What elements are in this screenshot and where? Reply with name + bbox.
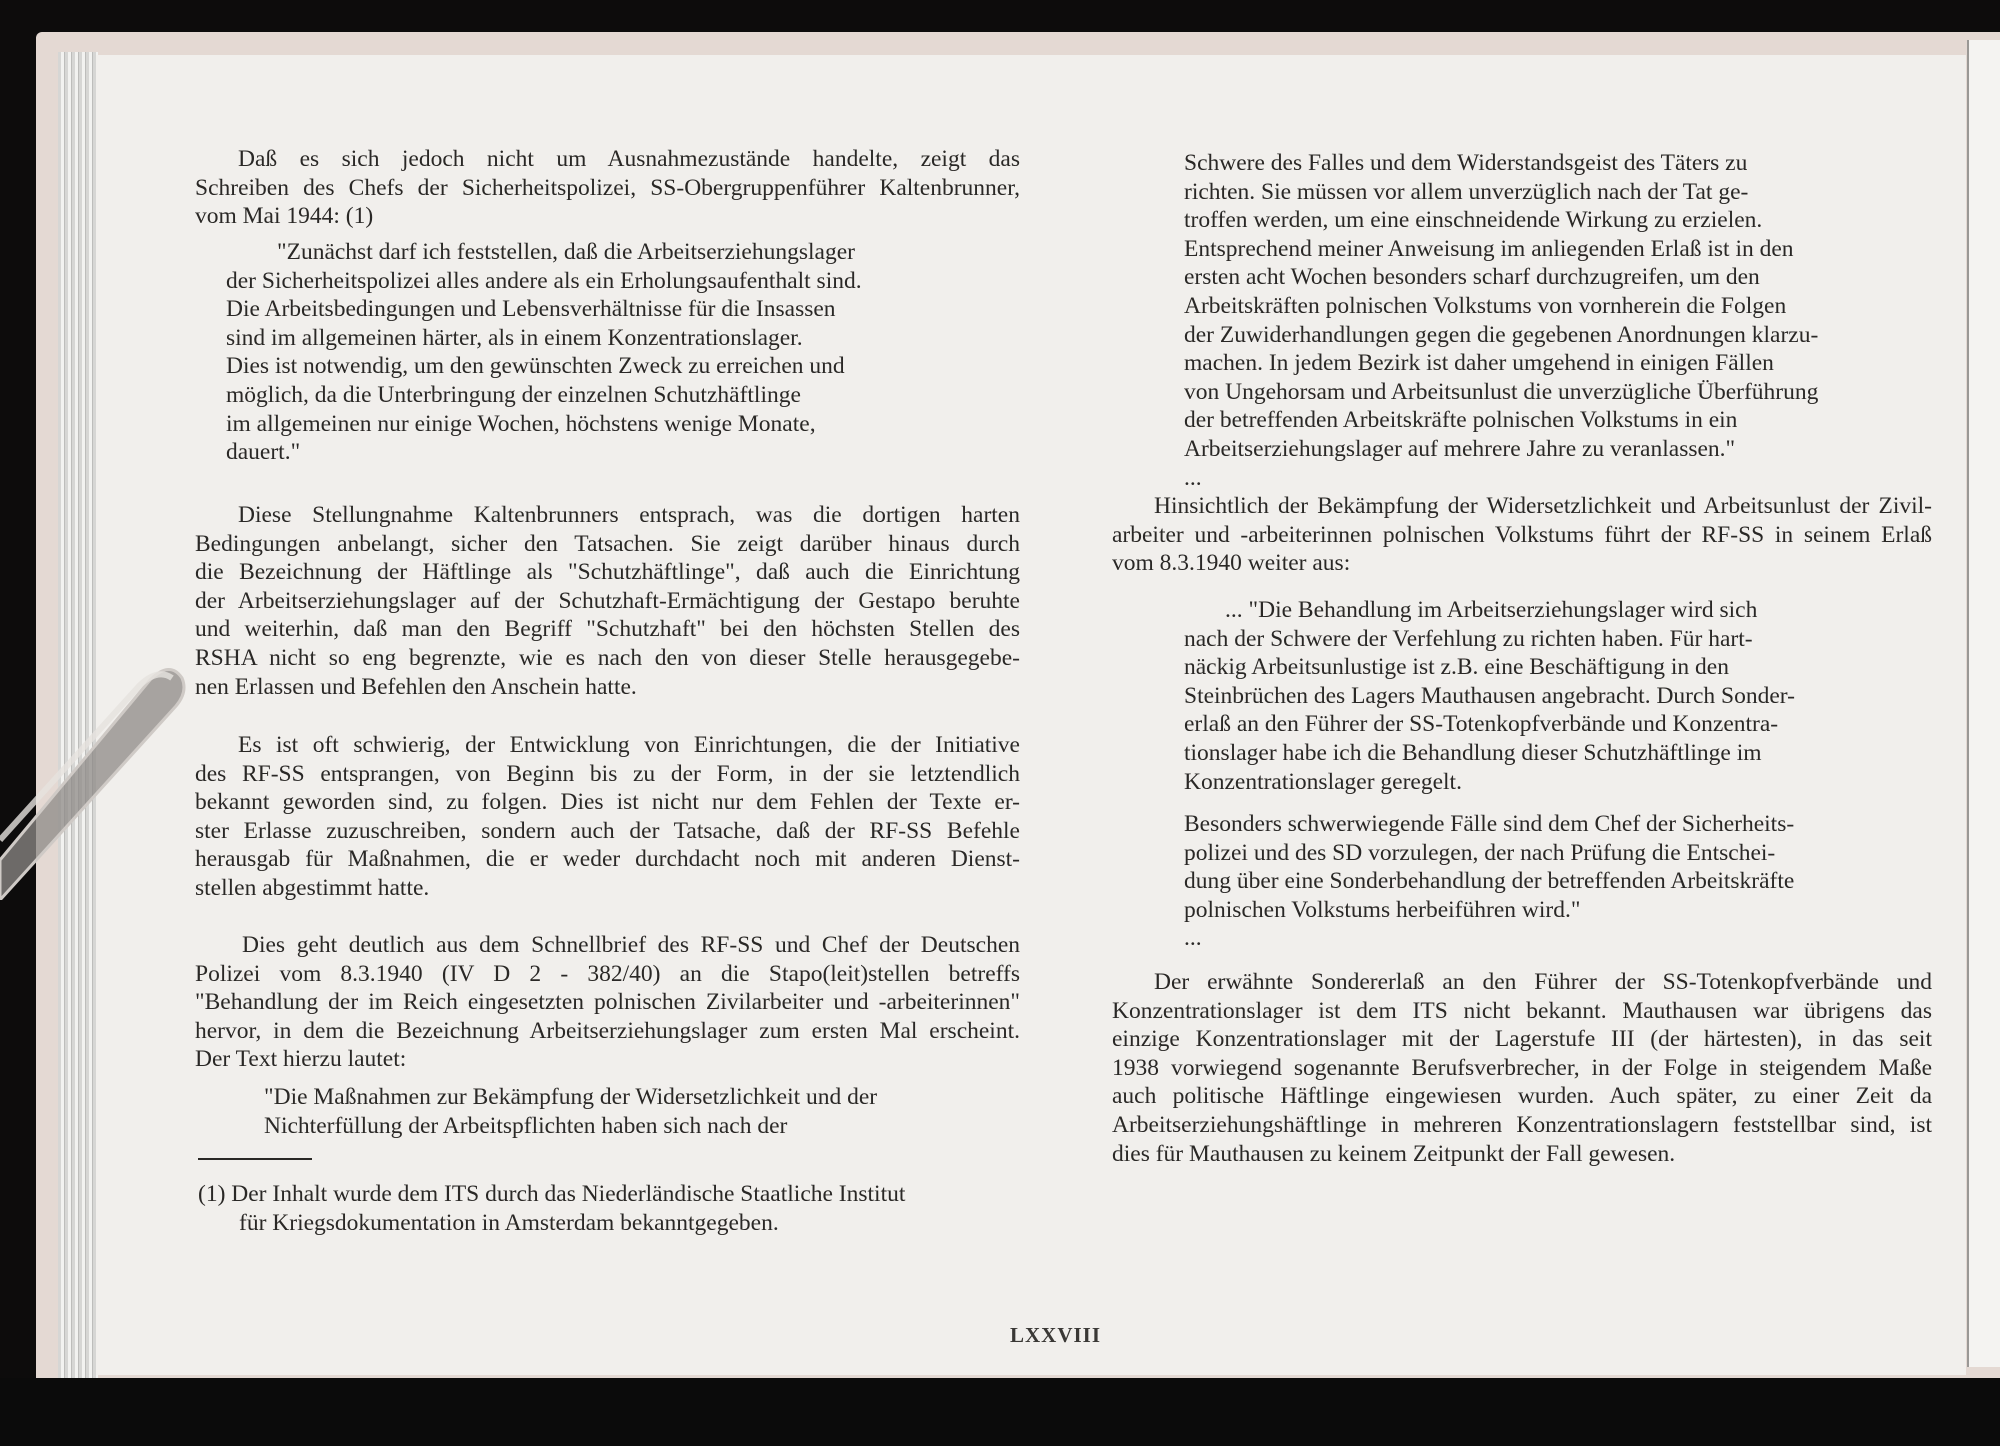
text-line: Die Arbeitsbedingungen und Lebensverhältnisse für die Insassen xyxy=(226,296,836,323)
text-line: polnischen Volkstums herbeiführen wird." xyxy=(1184,896,1581,923)
text-line: Daß es sich jedoch nicht um Ausnahmezustände handelte, zeigt das xyxy=(238,146,1020,172)
text-line: die Bezeichnung der Häftlinge als "Schutzhäftlinge", daß auch die Einrichtung xyxy=(195,559,1020,586)
text-line: des RF-SS entsprangen, von Beginn bis zu der Form, in der sie letztendlich xyxy=(195,760,1020,787)
text-line: nen Erlassen und Befehlen den Anschein hatte. xyxy=(195,673,637,700)
text-line: erlaß an den Führer der SS-Totenkopfverbände und Konzentra- xyxy=(1184,711,1779,738)
text-line: auch politische Häftlinge eingewiesen wurden. Auch später, zu einer Zeit da xyxy=(1112,1083,1932,1110)
text-line: Dies geht deutlich aus dem Schnellbrief des RF-SS und Chef der Deutschen xyxy=(242,932,1020,958)
text-line: stellen abgestimmt hatte. xyxy=(195,874,430,901)
footnote-rule xyxy=(198,1158,312,1160)
text-line: tionslager habe ich die Behandlung dieser Schutzhäftlinge im xyxy=(1184,739,1762,766)
text-line: vom 8.3.1940 weiter aus: xyxy=(1112,550,1351,577)
text-line: Diese Stellungnahme Kaltenbrunners entsprach, was die dortigen harten xyxy=(238,502,1020,528)
text-line: Konzentrationslager geregelt. xyxy=(1184,768,1462,795)
text-line: Besonders schwerwiegende Fälle sind dem Chef der Sicherheits- xyxy=(1184,811,1795,837)
background-bottom xyxy=(0,1378,2000,1446)
left-page-paragraph xyxy=(226,238,1006,467)
text-line: im allgemeinen nur einige Wochen, höchstens wenige Monate, xyxy=(226,410,816,437)
text-line: der Arbeitserziehungslager auf der Schutzhaft-Ermächtigung der Gestapo beruhte xyxy=(195,587,1020,614)
text-line: der betreffenden Arbeitskräfte polnischen Volkstums in ein xyxy=(1184,407,1738,434)
text-line: arbeiter und -arbeiterinnen polnischen Volkstums führt der RF-SS in seinem Erlaß xyxy=(1112,521,1932,548)
right-page-paragraph xyxy=(1112,968,1932,1168)
text-line: und weiterhin, daß man den Begriff "Schutzhaft" bei den höchsten Stellen des xyxy=(195,616,1020,643)
text-line: RSHA nicht so eng begrenzte, wie es nach den von dieser Stelle herausgegebe- xyxy=(195,644,1020,671)
left-page-paragraph xyxy=(195,731,1020,903)
plastic-clip xyxy=(0,640,200,900)
right-page-paragraph xyxy=(1112,492,1932,578)
text-line: "Die Maßnahmen zur Bekämpfung der Widersetzlichkeit und der xyxy=(264,1084,878,1110)
text-line: Es ist oft schwierig, der Entwicklung von Einrichtungen, die der Initiative xyxy=(238,732,1020,758)
text-line: ... xyxy=(1184,464,1202,491)
left-page-paragraph xyxy=(198,1180,1018,1237)
left-page-paragraph xyxy=(264,1083,984,1140)
text-line: Schreiben des Chefs der Sicherheitspolizei, SS-Obergruppenführer Kaltenbrunner, xyxy=(195,174,1020,201)
right-page-paragraph xyxy=(1184,810,1904,953)
text-line: "Behandlung der im Reich eingesetzten polnischen Zivilarbeiter und -arbeiterinnen" xyxy=(195,989,1020,1016)
text-line: Dies ist notwendig, um den gewünschten Zweck zu erreichen und xyxy=(226,353,845,380)
text-line: 1938 vorwiegend sogenannte Berufsverbrecher, in der Folge in steigendem Maße xyxy=(1112,1054,1932,1081)
text-line: Konzentrationslager ist dem ITS nicht bekannt. Mauthausen war übrigens das xyxy=(1112,997,1932,1024)
text-line: Steinbrüchen des Lagers Mauthausen angebracht. Durch Sonder- xyxy=(1184,682,1795,709)
text-line: (1) Der Inhalt wurde dem ITS durch das Niederländische Staatliche Institut xyxy=(198,1181,906,1207)
text-line: richten. Sie müssen vor allem unverzüglich nach der Tat ge- xyxy=(1184,178,1749,205)
text-line: Arbeitserziehungslager auf mehrere Jahre zu veranlassen." xyxy=(1184,435,1736,462)
text-line: herausgab für Maßnahmen, die er weder durchdacht noch mit anderen Dienst- xyxy=(195,846,1020,873)
text-line: Arbeitserziehungshäftlinge in mehreren Konzentrationslagern feststellbar sind, ist xyxy=(1112,1111,1932,1138)
right-page-paragraph xyxy=(1184,596,1904,796)
text-line: Nichterfüllung der Arbeitspflichten haben sich nach der xyxy=(264,1112,788,1139)
text-line: ersten acht Wochen besonders scharf durchzugreifen, um den xyxy=(1184,264,1760,291)
text-line: dauert." xyxy=(226,439,301,466)
text-line: dies für Mauthausen zu keinem Zeitpunkt der Fall gewesen. xyxy=(1112,1140,1676,1167)
text-line: möglich, da die Unterbringung der einzelnen Schutzhäftlinge xyxy=(226,381,801,408)
text-line: Hinsichtlich der Bekämpfung der Widersetzlichkeit und Arbeitsunlust der Zivil- xyxy=(1154,493,1932,519)
text-line: Arbeitskräften polnischen Volkstums von vornherein die Folgen xyxy=(1184,292,1787,319)
text-line: nach der Schwere der Verfehlung zu richten haben. Für hart- xyxy=(1184,625,1753,652)
text-line: von Ungehorsam und Arbeitsunlust die unverzügliche Überführung xyxy=(1184,378,1819,405)
text-line: Schwere des Falles und dem Widerstandsgeist des Täters zu xyxy=(1184,150,1748,176)
text-line: näckig Arbeitsunlustige ist z.B. eine Beschäftigung in den xyxy=(1184,654,1729,681)
text-line: Bedingungen anbelangt, sicher den Tatsachen. Sie zeigt darüber hinaus durch xyxy=(195,530,1020,557)
text-line: Polizei vom 8.3.1940 (IV D 2 - 382/40) an die Stapo(leit)stellen betreffs xyxy=(195,960,1020,987)
text-line: "Zunächst darf ich feststellen, daß die Arbeitserziehungslager xyxy=(277,239,855,265)
text-line: polizei und des SD vorzulegen, der nach Prüfung die Entschei- xyxy=(1184,839,1776,866)
text-line: ... xyxy=(1184,925,1202,952)
text-line: sind im allgemeinen härter, als in einem Konzentrationslager. xyxy=(226,324,803,351)
text-line: Der Text hierzu lautet: xyxy=(195,1046,407,1073)
text-line: Entsprechend meiner Anweisung im anliegenden Erlaß ist in den xyxy=(1184,235,1794,262)
text-line: Der erwähnte Sondererlaß an den Führer der SS-Totenkopfverbände und xyxy=(1154,969,1932,995)
left-page-paragraph xyxy=(195,501,1020,701)
text-line: bekannt geworden sind, zu folgen. Dies ist nicht nur dem Fehlen der Texte er- xyxy=(195,789,1020,816)
text-line: troffen werden, um eine einschneidende Wirkung zu erzielen. xyxy=(1184,207,1763,234)
text-line: ster Erlasse zuzuschreiben, sondern auch der Tatsache, daß der RF-SS Befehle xyxy=(195,817,1020,844)
right-page-paragraph xyxy=(1184,149,1904,492)
next-page-edge xyxy=(1967,40,2000,1367)
text-line: hervor, in dem die Bezeichnung Arbeitserziehungslager zum ersten Mal erscheint. xyxy=(195,1017,1020,1044)
text-line: für Kriegsdokumentation in Amsterdam bekanntgegeben. xyxy=(239,1209,779,1236)
left-page-paragraph xyxy=(195,931,1020,1074)
text-line: der Zuwiderhandlungen gegen die gegebenen Anordnungen klarzu- xyxy=(1184,321,1819,348)
text-line: ... "Die Behandlung im Arbeitserziehungslager wird sich xyxy=(1225,597,1758,623)
page-number: LXXVIII xyxy=(1010,1323,1102,1347)
left-page-paragraph xyxy=(195,145,1020,231)
text-line: dung über eine Sonderbehandlung der betreffenden Arbeitskräfte xyxy=(1184,868,1795,895)
text-line: einzige Konzentrationslager mit der Lagerstufe III (der härtesten), in das seit xyxy=(1112,1026,1932,1053)
text-line: der Sicherheitspolizei alles andere als ein Erholungsaufenthalt sind. xyxy=(226,267,862,294)
text-line: vom Mai 1944: (1) xyxy=(195,203,374,230)
text-line: machen. In jedem Bezirk ist daher umgehend in einigen Fällen xyxy=(1184,350,1774,377)
